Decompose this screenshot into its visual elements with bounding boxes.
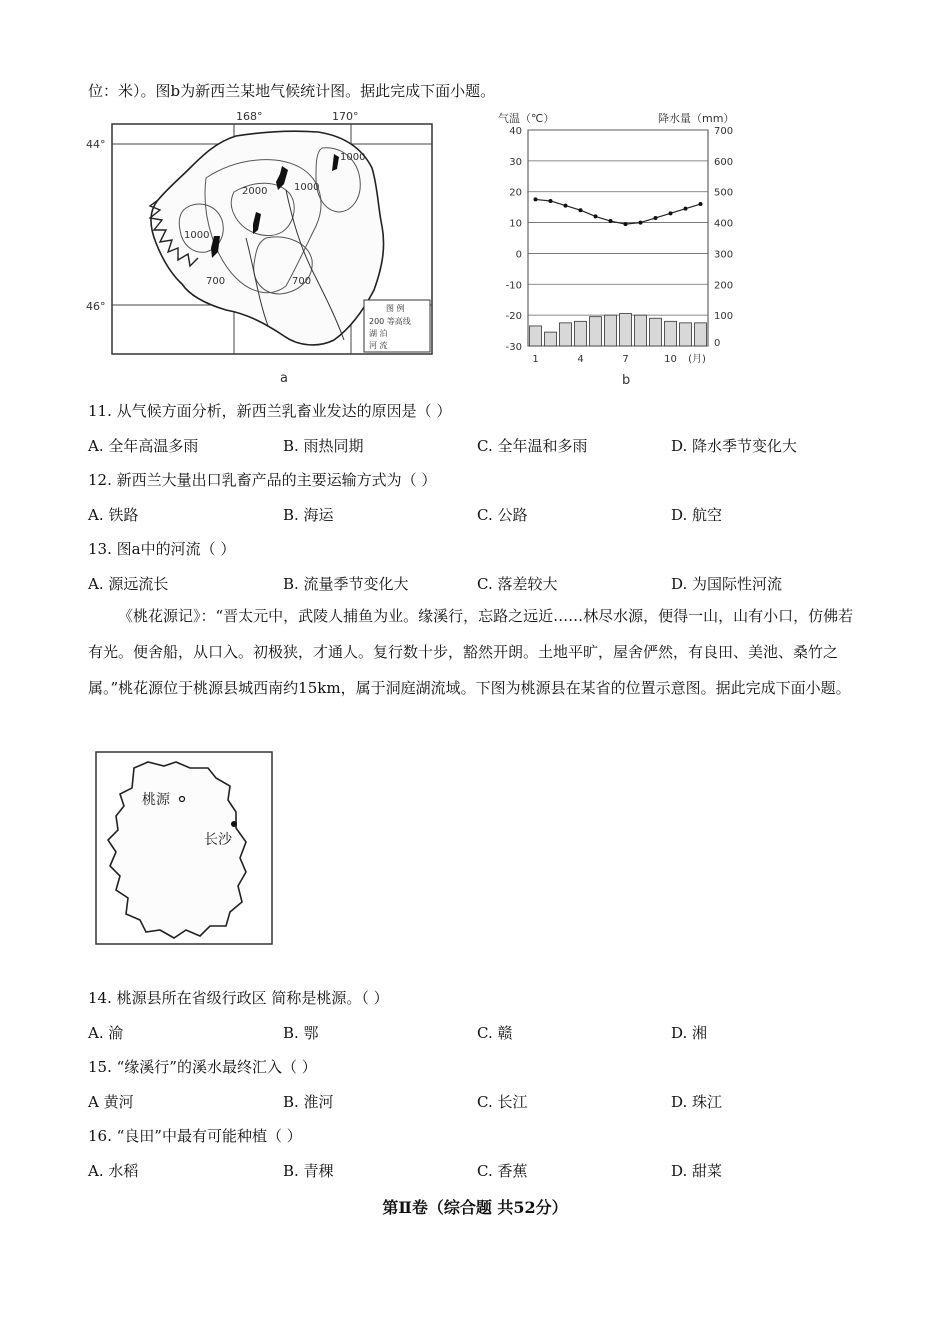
chart-grid [528,130,708,346]
left-tick-label: 30 [509,156,522,168]
temperature-curve [536,199,701,224]
precip-bar [605,315,617,346]
precip-bar [695,323,707,346]
q11-option-a[interactable]: A. 全年高温多雨 [88,437,199,455]
q15-option-c[interactable]: C. 长江 [477,1093,528,1111]
q16-option-d[interactable]: D. 甜菜 [671,1162,723,1180]
taoyuan-marker [180,797,185,802]
plot-frame [528,130,708,346]
temperature-point [699,202,703,206]
climate-chart-svg [490,108,760,390]
contour-label: 700 [292,276,312,287]
precip-bar [665,321,677,346]
q15-option-a[interactable]: A 黄河 [88,1093,134,1111]
legend-river: 河 流 [369,341,388,350]
right-tick-label: 500 [714,187,734,199]
left-tick-label: 10 [509,218,522,230]
left-axis-title: 气温（℃） [498,112,555,125]
q14-option-c[interactable]: C. 赣 [477,1024,513,1042]
q13-stem: 13. 图a中的河流（ ） [88,540,236,558]
contour-label: 1000 [184,230,210,241]
figure-a-caption: a [280,371,288,386]
changsha-label: 长沙 [204,832,232,848]
q13-option-d[interactable]: D. 为国际性河流 [671,575,783,593]
precip-bars [530,314,707,346]
section-2-heading: 第Ⅱ卷（综合题 共52分） [382,1198,568,1217]
intro-text: 位：米）。图b为新西兰某地气候统计图。据此完成下面小题。 [88,82,496,100]
contour-label: 1000 [294,182,320,193]
left-tick-labels [506,126,522,353]
lon-label-170: 170° [332,110,359,123]
lat-label-44: 44° [86,138,106,151]
x-tick-label: 1 [532,354,539,365]
right-tick-label: 700 [714,126,734,137]
taoyuan-label: 桃源 [142,792,170,808]
precip-bar [620,314,632,346]
q13-option-a[interactable]: A. 源远流长 [88,575,169,593]
left-tick-label: 40 [509,126,522,137]
precip-bar [545,332,557,346]
q15-stem: 15. “缘溪行”的溪水最终汇入（ ） [88,1058,317,1076]
left-tick-label: 20 [509,187,522,199]
q12-stem: 12. 新西兰大量出口乳畜产品的主要运输方式为（ ） [88,471,437,489]
lon-label-168: 168° [236,110,263,123]
x-unit-label: (月) [688,354,706,365]
figure-b-climate-chart [490,108,760,390]
q14-option-d[interactable]: D. 湘 [671,1024,708,1042]
contour-label: 1000 [340,152,366,163]
temperature-point [549,199,553,203]
passage-text: 《桃花源记》：“晋太元中，武陵人捕鱼为业。缘溪行，忘路之远近……林尽水源，便得一山，山有小口，仿佛若有光。便舍船，从口入。初极狭，才通人。复行数十步，豁然开朗。土地平旷，屋舍俨然，有良田、美池、桑竹之属。”桃花源位于桃源县城西南约15km，属于洞庭湖流域。下图为桃源县在某省的位置示意图。据此完成下面小题。 [88,607,854,697]
precip-bar [635,315,647,346]
legend-contour: 200 等高线 [369,317,411,326]
precip-bar [575,321,587,346]
q16-option-b[interactable]: B. 青稞 [283,1162,334,1180]
temperature-point [579,208,583,212]
right-tick-labels [714,126,733,349]
q11-option-d[interactable]: D. 降水季节变化大 [671,437,798,455]
q12-option-a[interactable]: A. 铁路 [88,506,139,524]
temperature-point [534,197,538,201]
precip-bar [590,317,602,346]
right-tick-label: 0 [714,338,721,349]
province-map-svg [94,750,274,946]
figure-b-caption: b [622,373,631,388]
q11-option-c[interactable]: C. 全年温和多雨 [477,437,588,455]
lat-label-46: 46° [86,300,106,313]
temperature-point [669,211,673,215]
q12-option-b[interactable]: B. 海运 [283,506,334,524]
temperature-point [654,216,658,220]
q14-option-a[interactable]: A. 渝 [88,1024,124,1042]
right-tick-label: 400 [714,218,734,230]
temperature-line [534,197,703,226]
temperature-point [594,214,598,218]
left-tick-label: -10 [505,280,522,292]
q16-option-c[interactable]: C. 香蕉 [477,1162,528,1180]
temperature-point [624,222,628,226]
x-tick-label: 4 [577,354,584,365]
q15-option-b[interactable]: B. 淮河 [283,1093,334,1111]
precip-bar [680,323,692,346]
q12-option-c[interactable]: C. 公路 [477,506,528,524]
temperature-point [684,207,688,211]
precip-bar [530,326,542,346]
q16-option-a[interactable]: A. 水稻 [88,1162,139,1180]
right-tick-label: 300 [714,249,734,261]
left-tick-label: -20 [505,311,522,323]
x-tick-label: 10 [664,354,677,365]
right-axis-title: 降水量（mm） [658,112,735,125]
q16-stem: 16. “良田”中最有可能种植（ ） [88,1127,302,1145]
q14-option-b[interactable]: B. 鄂 [283,1024,319,1042]
temperature-point [609,219,613,223]
q11-stem: 11. 从气候方面分析，新西兰乳畜业发达的原因是（ ） [88,402,452,420]
q13-option-c[interactable]: C. 落差较大 [477,575,558,593]
left-tick-label: 0 [515,249,522,261]
temperature-point [564,204,568,208]
right-tick-label: 200 [714,280,734,292]
figure-a-map [86,108,436,388]
q15-option-d[interactable]: D. 珠江 [671,1093,723,1111]
left-tick-label: -30 [505,342,522,353]
right-tick-label: 100 [714,311,734,323]
x-tick-labels [532,353,706,365]
q12-option-d[interactable]: D. 航空 [671,506,723,524]
legend-title: 图 例 [386,304,405,313]
right-tick-label: 600 [714,156,734,168]
x-tick-label: 7 [622,354,629,365]
changsha-marker [231,821,237,827]
legend-lake: 湖 泊 [369,329,388,338]
province-map [94,750,274,946]
q13-option-b[interactable]: B. 流量季节变化大 [283,575,409,593]
contour-label: 700 [206,276,226,287]
precip-bar [650,318,662,346]
new-zealand-contour-map [86,108,436,388]
q11-option-b[interactable]: B. 雨热同期 [283,437,364,455]
contour-label: 2000 [242,186,268,197]
precip-bar [560,323,572,346]
q14-stem: 14. 桃源县所在省级行政区 简称是桃源。（ ） [88,989,389,1007]
temperature-point [639,221,643,225]
